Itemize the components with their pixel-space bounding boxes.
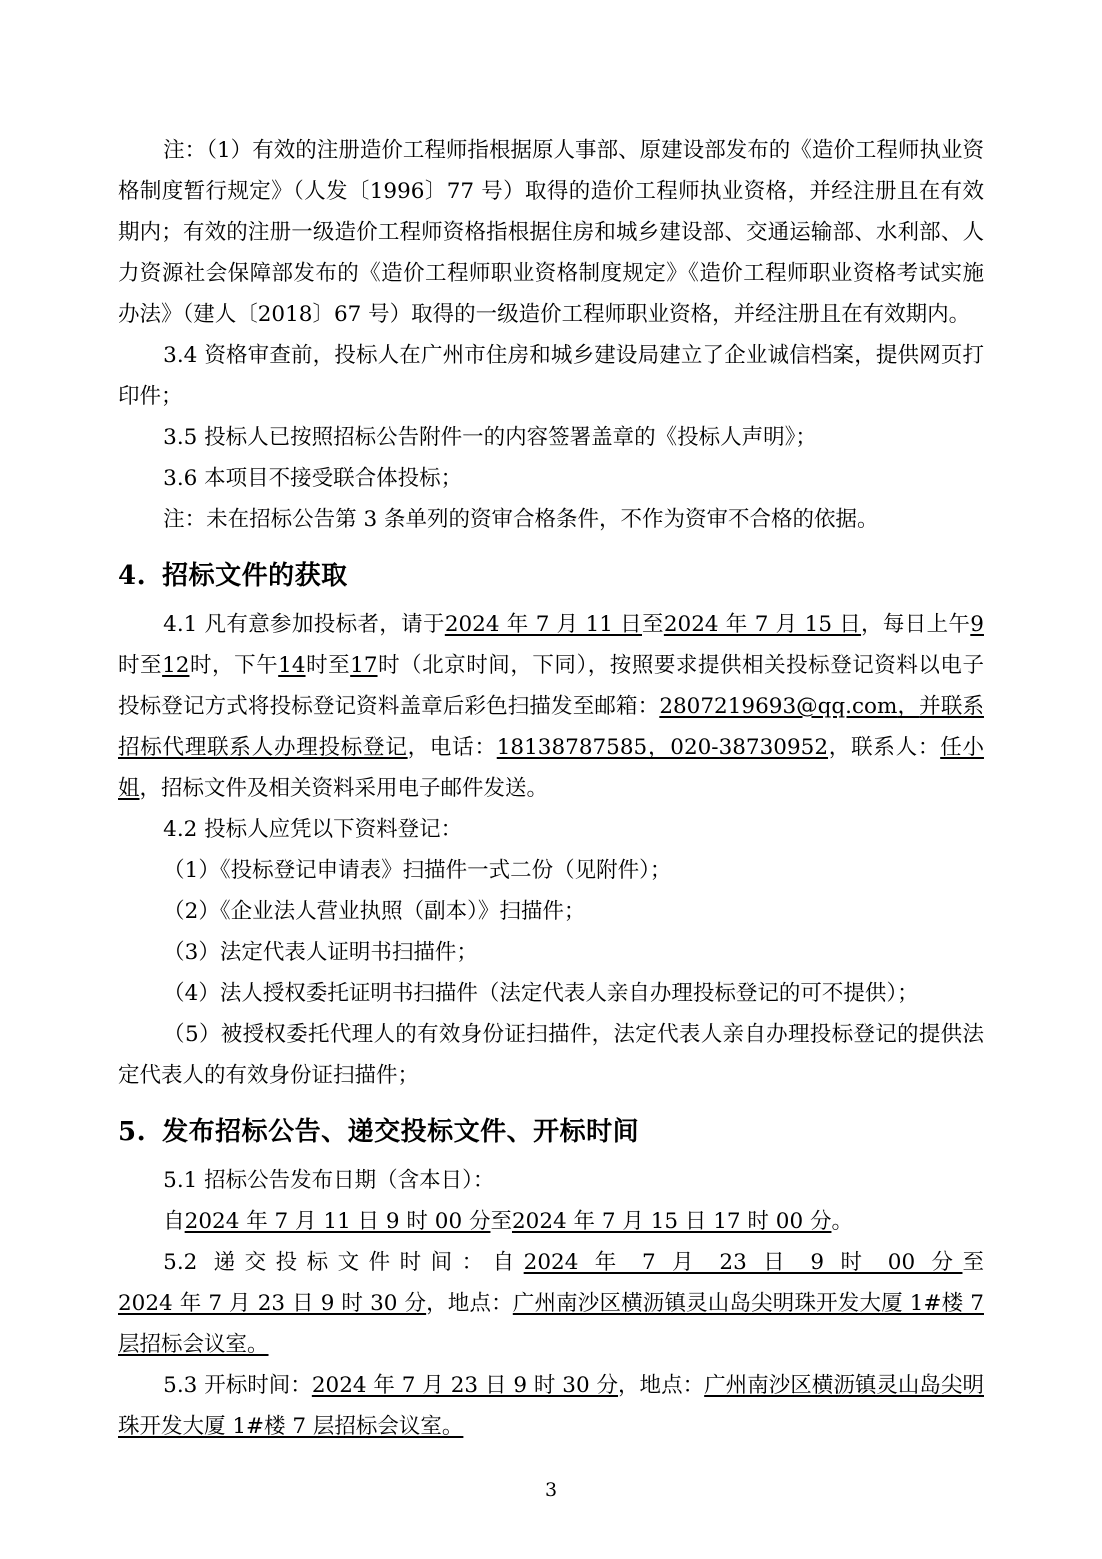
clause-4-1 [118, 604, 984, 809]
clause-5-1-suffix: 。 [831, 1209, 853, 1234]
contact-phones: 18138787585，020-38730952 [496, 735, 829, 760]
clause-4-1-mid-6: 时（北京时间，下同），按照要求提供相关投标登记资料以电子投标登记方式将投标登记资料盖章后彩色扫描发至邮箱： [118, 653, 984, 719]
clause-5-1-mid: 至 [490, 1209, 512, 1234]
clause-4-1-mid-4: 时，下午 [189, 653, 279, 678]
document-body [118, 130, 984, 1447]
clause-5-2-mid: 至 [962, 1250, 984, 1275]
clause-4-1-mid-8: ，电话： [407, 735, 497, 760]
clause-5-1-prefix: 自 [163, 1209, 185, 1234]
bid-opening-place: 广州南沙区横沥镇灵山岛尖明珠开发大厦 1#楼 7 层招标会议室。 [118, 1373, 984, 1439]
material-item-4: （4）法人授权委托证明书扫描件（法定代表人亲自办理投标登记的可不提供）； [163, 981, 919, 1006]
registration-date-start: 2024 年 7 月 11 日 [444, 612, 642, 637]
time-pm-start: 14 [278, 653, 306, 678]
registration-date-end: 2024 年 7 月 15 日 [663, 612, 862, 637]
announcement-start-datetime: 2024 年 7 月 11 日 9 时 00 分 [184, 1209, 491, 1234]
clause-5-2-place-label: ，地点： [426, 1291, 513, 1316]
clause-5-3-prefix: 5.3 开标时间： [163, 1373, 312, 1398]
clause-4-2: 4.2 投标人应凭以下资料登记： [163, 817, 463, 842]
clause-4-1-mid-9: ，联系人： [828, 735, 941, 760]
agent-contact-line: 并联系招标代理联系人办理投标登记 [118, 694, 984, 760]
clause-4-1-mid-2: ，每日上午 [861, 612, 971, 637]
clause-5-1-label: 5.1 招标公告发布日期（含本日）： [163, 1168, 495, 1193]
section-4-title: 招标文件的获取 [162, 561, 348, 591]
clause-5-2 [118, 1242, 984, 1365]
time-pm-end: 17 [350, 653, 378, 678]
announcement-end-datetime: 2024 年 7 月 15 日 17 时 00 分 [511, 1209, 832, 1234]
clause-4-1-mid-7: ， [897, 694, 920, 719]
material-item-5: （5）被授权委托代理人的有效身份证扫描件，法定代表人亲自办理投标登记的提供法定代表人的有效身份证扫描件； [118, 1022, 984, 1088]
clause-3-5: 3.5 投标人已按照招标公告附件一的内容签署盖章的《投标人声明》； [163, 425, 817, 450]
clause-4-1-prefix: 4.1 凡有意参加投标者，请于 [163, 612, 445, 637]
clause-5-3 [118, 1365, 984, 1447]
section-5-number: 5. [118, 1117, 147, 1147]
submission-start-datetime: 2024 年 7 月 23 日 9 时 00 分 [523, 1250, 963, 1275]
section-heading-4 [118, 556, 984, 596]
page-number: 3 [544, 1479, 558, 1501]
time-am-start: 9 [970, 612, 984, 637]
submission-place: 广州南沙区横沥镇灵山岛尖明珠开发大厦 1#楼 7 层招标会议室。 [118, 1291, 984, 1357]
clause-4-1-mid-5: 时至 [305, 653, 351, 678]
material-item-3: （3）法定代表人证明书扫描件； [163, 940, 478, 965]
material-item-2: （2）《企业法人营业执照（副本）》扫描件； [163, 899, 586, 924]
clause-4-1-suffix: ，招标文件及相关资料采用电子邮件发送。 [139, 776, 549, 801]
submission-end-datetime: 2024 年 7 月 23 日 9 时 30 分 [118, 1291, 427, 1316]
clause-3-6: 3.6 本项目不接受联合体投标； [163, 466, 463, 491]
material-item-1: （1）《投标登记申请表》扫描件一式二份（见附件）； [163, 858, 672, 883]
contact-person-name: 任小姐 [118, 735, 984, 801]
section-5-title: 发布招标公告、递交投标文件、开标时间 [162, 1117, 640, 1147]
clause-5-3-place-label: ，地点： [618, 1373, 705, 1398]
time-am-end: 12 [162, 653, 190, 678]
clause-4-1-mid-1: 至 [642, 612, 664, 637]
section-4-number: 4. [118, 561, 147, 591]
clause-4-1-mid-3: 时至 [118, 653, 163, 678]
clause-5-2-prefix: 5.2 递交投标文件时间：自 [163, 1250, 524, 1275]
registration-email[interactable]: 2807219693@qq.com [659, 694, 898, 719]
section-heading-5 [118, 1112, 984, 1152]
bid-opening-datetime: 2024 年 7 月 23 日 9 时 30 分 [311, 1373, 619, 1398]
clause-5-1-value [118, 1201, 984, 1242]
note-paragraph-1: 注：（1）有效的注册造价工程师指根据原人事部、原建设部发布的《造价工程师执业资格制度暂行规定》（人发〔1996〕77 号）取得的造价工程师执业资格，并经注册且在有效期内；有效的注册一级造价工程师资格指根据住房和城乡建设部、交通运输部、水利部、人力资源社会保障部发布的《造价工程师职业资格制度规定》《造价工程师职业资格考试实施办法》（建人〔2018〕67 号）取得的一级造价工程师职业资格，并经注册且在有效期内。 [118, 138, 984, 327]
note-paragraph-2: 注：未在招标公告第 3 条单列的资审合格条件，不作为资审不合格的依据。 [163, 507, 879, 532]
clause-3-4: 3.4 资格审查前，投标人在广州市住房和城乡建设局建立了企业诚信档案，提供网页打印件； [118, 343, 984, 409]
